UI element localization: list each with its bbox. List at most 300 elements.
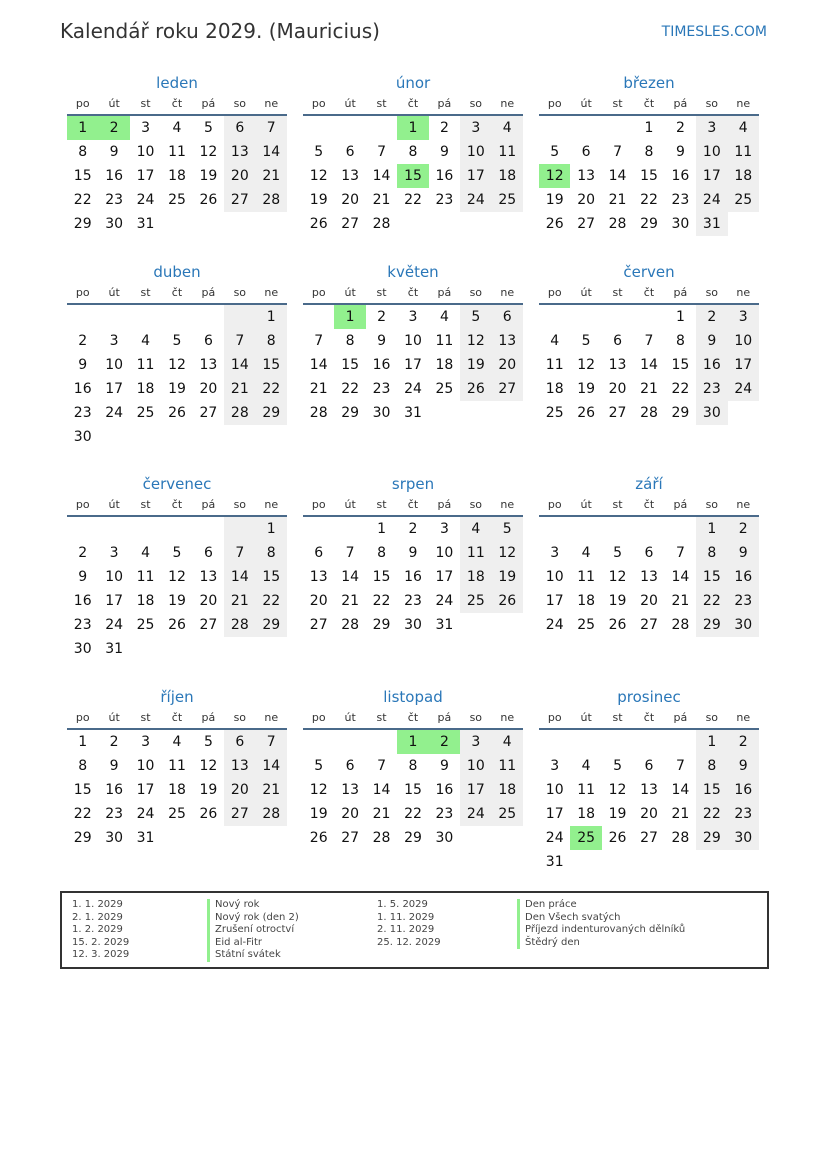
site-link[interactable]: TIMESLES.COM — [661, 24, 767, 40]
weekday-label: st — [612, 286, 623, 299]
day-cell: 5 — [314, 144, 324, 160]
day-cell: 21 — [256, 778, 287, 802]
day-cell: 2 — [728, 517, 759, 541]
empty-day-cell — [539, 305, 570, 329]
month-name: srpen — [391, 475, 435, 493]
weekday-label: ne — [500, 711, 515, 724]
day-cell: 7 — [224, 329, 255, 353]
day-cell: 1 — [256, 517, 287, 541]
day-cell: 31 — [105, 641, 124, 657]
week-row — [539, 329, 759, 353]
day-cell: 3 — [460, 730, 491, 754]
day-cell: 5 — [613, 758, 623, 774]
day-cell: 10 — [435, 545, 454, 561]
day-cell: 26 — [168, 617, 186, 633]
month-name: listopad — [383, 688, 443, 706]
weekday-label: út — [580, 286, 592, 299]
day-cell: 18 — [728, 164, 759, 188]
day-cell: 22 — [256, 589, 287, 613]
day-cell: 30 — [696, 401, 727, 425]
day-cell: 8 — [78, 144, 88, 160]
weekday-label: po — [311, 711, 326, 724]
day-cell: 21 — [341, 593, 360, 609]
day-cell: 12 — [492, 541, 523, 565]
weekday-label: po — [75, 286, 90, 299]
month-name: březen — [623, 74, 675, 92]
week-row — [303, 730, 523, 754]
weekday-label: pá — [673, 97, 688, 110]
day-cell: 29 — [341, 405, 360, 421]
day-cell: 16 — [435, 168, 454, 184]
weekday-label: út — [108, 711, 120, 724]
empty-day-cell — [602, 517, 633, 541]
day-cell: 4 — [728, 116, 759, 140]
day-cell: 13 — [199, 569, 218, 585]
day-cell: 29 — [73, 830, 92, 846]
day-cell: 5 — [172, 333, 182, 349]
day-cell: 16 — [105, 168, 124, 184]
weekday-label: so — [705, 286, 719, 299]
day-cell: 19 — [309, 192, 328, 208]
day-cell: 29 — [73, 216, 92, 232]
day-cell: 20 — [492, 353, 523, 377]
day-cell: 17 — [728, 353, 759, 377]
day-cell: 19 — [199, 168, 218, 184]
day-cell: 20 — [341, 806, 360, 822]
day-cell: 4 — [141, 545, 151, 561]
day-cell: 19 — [608, 593, 627, 609]
day-cell: 14 — [309, 357, 328, 373]
week-row — [539, 754, 759, 778]
day-cell: 25 — [136, 405, 155, 421]
day-cell: 20 — [640, 593, 658, 609]
day-cell: 25 — [168, 806, 186, 822]
day-cell: 25 — [492, 188, 523, 212]
weekday-label: so — [233, 286, 247, 299]
holiday-day-cell: 1 — [334, 305, 365, 329]
weekday-header — [539, 708, 759, 730]
day-cell: 8 — [644, 144, 654, 160]
day-cell: 8 — [696, 754, 727, 778]
day-cell: 2 — [408, 521, 418, 537]
day-cell: 21 — [224, 589, 255, 613]
day-cell: 3 — [439, 521, 449, 537]
day-cell: 2 — [377, 309, 387, 325]
day-cell: 6 — [345, 758, 355, 774]
empty-day-cell — [98, 425, 129, 449]
day-cell: 15 — [256, 353, 287, 377]
day-cell: 9 — [377, 333, 387, 349]
holiday-day-cell: 1 — [67, 116, 98, 140]
day-cell: 14 — [671, 569, 690, 585]
day-cell: 27 — [224, 802, 255, 826]
day-cell: 29 — [256, 401, 287, 425]
day-cell: 23 — [728, 589, 759, 613]
weekday-label: čt — [643, 97, 655, 110]
empty-day-cell — [161, 212, 192, 236]
day-cell: 18 — [577, 806, 596, 822]
empty-day-cell — [397, 212, 428, 236]
day-cell: 9 — [728, 541, 759, 565]
day-cell: 26 — [309, 830, 328, 846]
day-cell: 11 — [136, 569, 155, 585]
day-cell: 28 — [372, 830, 391, 846]
weekday-label: so — [233, 498, 247, 511]
week-row — [539, 188, 759, 212]
day-cell: 26 — [199, 806, 218, 822]
legend-date: 1. 2. 2029 — [72, 924, 123, 935]
day-cell: 16 — [671, 168, 690, 184]
day-cell: 23 — [372, 381, 391, 397]
week-row — [303, 212, 523, 236]
day-cell: 26 — [608, 617, 627, 633]
day-cell: 30 — [105, 830, 124, 846]
day-cell: 15 — [696, 565, 727, 589]
weekday-label: po — [311, 286, 326, 299]
week-row — [539, 730, 759, 754]
week-row — [303, 517, 523, 541]
day-cell: 10 — [404, 333, 422, 349]
holiday-day-cell: 2 — [429, 730, 460, 754]
day-cell: 24 — [105, 405, 124, 421]
day-cell: 17 — [105, 593, 124, 609]
empty-day-cell — [224, 826, 255, 850]
week-row — [539, 850, 759, 874]
day-cell: 9 — [439, 144, 449, 160]
day-cell: 7 — [256, 730, 287, 754]
day-cell: 17 — [460, 778, 491, 802]
week-row — [67, 425, 287, 449]
day-cell: 17 — [696, 164, 727, 188]
day-cell: 16 — [404, 569, 422, 585]
day-cell: 15 — [73, 168, 92, 184]
empty-day-cell — [303, 305, 334, 329]
weekday-label: út — [580, 498, 592, 511]
empty-day-cell — [665, 517, 696, 541]
empty-day-cell — [193, 305, 224, 329]
day-cell: 15 — [372, 569, 391, 585]
weekday-label: ne — [500, 498, 515, 511]
week-row — [303, 353, 523, 377]
day-cell: 29 — [696, 613, 727, 637]
month-name: červen — [623, 263, 675, 281]
empty-day-cell — [130, 517, 161, 541]
day-cell: 24 — [435, 593, 454, 609]
empty-day-cell — [602, 305, 633, 329]
weekday-label: út — [344, 498, 356, 511]
week-row — [67, 305, 287, 329]
day-cell: 14 — [256, 754, 287, 778]
day-cell: 4 — [492, 116, 523, 140]
day-cell: 28 — [671, 617, 690, 633]
week-row — [303, 116, 523, 140]
day-cell: 2 — [439, 120, 449, 136]
day-cell: 16 — [435, 782, 454, 798]
weekday-label: ne — [500, 286, 515, 299]
week-row — [539, 140, 759, 164]
day-cell: 3 — [141, 734, 151, 750]
day-cell: 1 — [644, 120, 654, 136]
weekday-label: so — [705, 97, 719, 110]
day-cell: 12 — [309, 782, 328, 798]
week-row — [67, 589, 287, 613]
day-cell: 8 — [345, 333, 355, 349]
day-cell: 27 — [577, 216, 596, 232]
weekday-label: čt — [407, 498, 419, 511]
empty-day-cell — [303, 730, 334, 754]
day-cell: 15 — [341, 357, 360, 373]
day-cell: 3 — [696, 116, 727, 140]
day-cell: 24 — [545, 617, 564, 633]
day-cell: 30 — [728, 826, 759, 850]
weekday-label: pá — [673, 711, 688, 724]
weekday-label: ne — [264, 498, 279, 511]
day-cell: 13 — [577, 168, 596, 184]
day-cell: 30 — [105, 216, 124, 232]
weekday-header — [303, 94, 523, 116]
week-row — [67, 116, 287, 140]
day-cell: 18 — [136, 381, 155, 397]
day-cell: 11 — [168, 144, 186, 160]
day-cell: 20 — [199, 593, 218, 609]
day-cell: 21 — [256, 164, 287, 188]
empty-day-cell — [161, 425, 192, 449]
day-cell: 19 — [199, 782, 218, 798]
empty-day-cell — [334, 730, 365, 754]
day-cell: 23 — [728, 802, 759, 826]
week-row — [539, 353, 759, 377]
day-cell: 17 — [105, 381, 124, 397]
empty-day-cell — [570, 517, 601, 541]
day-cell: 11 — [577, 782, 596, 798]
weekday-label: pá — [201, 711, 216, 724]
empty-day-cell — [161, 305, 192, 329]
day-cell: 17 — [460, 164, 491, 188]
empty-day-cell — [224, 425, 255, 449]
day-cell: 4 — [141, 333, 151, 349]
day-cell: 4 — [439, 309, 449, 325]
day-cell: 14 — [640, 357, 658, 373]
empty-day-cell — [193, 637, 224, 661]
day-cell: 26 — [545, 216, 564, 232]
week-row — [539, 826, 759, 850]
day-cell: 31 — [545, 854, 564, 870]
holiday-day-cell: 12 — [539, 164, 570, 188]
empty-day-cell — [366, 116, 397, 140]
weekday-label: st — [612, 711, 623, 724]
week-row — [303, 754, 523, 778]
day-cell: 10 — [728, 329, 759, 353]
day-cell: 7 — [377, 144, 387, 160]
holiday-day-cell: 25 — [570, 826, 601, 850]
weekday-label: čt — [171, 711, 183, 724]
legend-date: 1. 11. 2029 — [377, 911, 435, 923]
week-row — [539, 212, 759, 236]
empty-day-cell — [602, 116, 633, 140]
weekday-label: po — [547, 286, 562, 299]
day-cell: 24 — [136, 806, 155, 822]
day-cell: 9 — [675, 144, 685, 160]
day-cell: 6 — [203, 333, 213, 349]
day-cell: 20 — [640, 806, 658, 822]
legend-holiday-name: Eid al-Fitr — [207, 937, 299, 950]
day-cell: 6 — [224, 730, 255, 754]
weekday-label: ne — [264, 286, 279, 299]
day-cell: 13 — [640, 782, 658, 798]
day-cell: 6 — [345, 144, 355, 160]
weekday-label: út — [344, 286, 356, 299]
month-name: prosinec — [617, 688, 681, 706]
day-cell: 23 — [73, 405, 92, 421]
day-cell: 5 — [613, 545, 623, 561]
day-cell: 9 — [696, 329, 727, 353]
day-cell: 1 — [377, 521, 387, 537]
holiday-day-cell: 15 — [397, 164, 428, 188]
day-cell: 30 — [435, 830, 454, 846]
day-cell: 26 — [199, 192, 218, 208]
day-cell: 5 — [550, 144, 560, 160]
month-block — [303, 473, 523, 637]
weekday-label: so — [705, 498, 719, 511]
week-row — [539, 517, 759, 541]
day-cell: 14 — [341, 569, 360, 585]
weekday-label: so — [469, 286, 483, 299]
week-row — [67, 140, 287, 164]
empty-day-cell — [602, 850, 633, 874]
day-cell: 25 — [728, 188, 759, 212]
weekday-label: pá — [437, 498, 452, 511]
empty-day-cell — [224, 305, 255, 329]
empty-day-cell — [460, 826, 491, 850]
day-cell: 31 — [136, 216, 155, 232]
day-cell: 2 — [675, 120, 685, 136]
empty-day-cell — [193, 212, 224, 236]
day-cell: 8 — [256, 329, 287, 353]
day-cell: 3 — [141, 120, 151, 136]
day-cell: 4 — [492, 730, 523, 754]
week-row — [67, 778, 287, 802]
day-cell: 18 — [435, 357, 454, 373]
empty-day-cell — [633, 517, 664, 541]
weekday-label: pá — [201, 97, 216, 110]
month-block — [67, 686, 287, 850]
day-cell: 31 — [435, 617, 454, 633]
day-cell: 5 — [203, 734, 213, 750]
day-cell: 28 — [256, 802, 287, 826]
day-cell: 9 — [109, 144, 119, 160]
day-cell: 20 — [224, 164, 255, 188]
day-cell: 13 — [224, 140, 255, 164]
day-cell: 25 — [136, 617, 155, 633]
day-cell: 11 — [460, 541, 491, 565]
week-row — [67, 565, 287, 589]
legend-holiday-name: Státní svátek — [207, 949, 299, 962]
day-cell: 16 — [73, 593, 92, 609]
day-cell: 12 — [460, 329, 491, 353]
weekday-label: st — [376, 286, 387, 299]
day-cell: 5 — [492, 517, 523, 541]
day-cell: 23 — [404, 593, 422, 609]
day-cell: 25 — [435, 381, 454, 397]
month-block — [67, 473, 287, 661]
day-cell: 19 — [168, 593, 186, 609]
week-row — [303, 140, 523, 164]
day-cell: 12 — [608, 569, 627, 585]
day-cell: 19 — [492, 565, 523, 589]
week-row — [67, 730, 287, 754]
month-block — [67, 261, 287, 449]
empty-day-cell — [728, 401, 759, 425]
empty-day-cell — [602, 730, 633, 754]
day-cell: 4 — [460, 517, 491, 541]
day-cell: 26 — [608, 830, 627, 846]
day-cell: 17 — [435, 569, 454, 585]
day-cell: 2 — [696, 305, 727, 329]
day-cell: 20 — [608, 381, 627, 397]
weekday-label: ne — [736, 498, 751, 511]
empty-day-cell — [366, 730, 397, 754]
week-row — [67, 802, 287, 826]
day-cell: 7 — [613, 144, 623, 160]
day-cell: 14 — [372, 782, 391, 798]
month-name: květen — [387, 263, 439, 281]
weekday-header — [67, 283, 287, 305]
day-cell: 28 — [640, 405, 658, 421]
day-cell: 29 — [671, 405, 690, 421]
day-cell: 26 — [492, 589, 523, 613]
empty-day-cell — [665, 850, 696, 874]
day-cell: 7 — [256, 116, 287, 140]
day-cell: 13 — [199, 357, 218, 373]
day-cell: 27 — [224, 188, 255, 212]
empty-day-cell — [492, 613, 523, 637]
day-cell: 11 — [435, 333, 454, 349]
weekday-label: út — [344, 711, 356, 724]
day-cell: 10 — [460, 754, 491, 778]
month-name: červenec — [142, 475, 212, 493]
day-cell: 11 — [492, 754, 523, 778]
day-cell: 6 — [644, 545, 654, 561]
day-cell: 20 — [577, 192, 596, 208]
legend-holiday-name: Den Všech svatých — [517, 912, 685, 925]
day-cell: 22 — [696, 802, 727, 826]
day-cell: 10 — [105, 569, 124, 585]
week-row — [303, 377, 523, 401]
weekday-label: st — [612, 97, 623, 110]
day-cell: 17 — [545, 593, 564, 609]
day-cell: 18 — [577, 593, 596, 609]
empty-day-cell — [67, 517, 98, 541]
week-row — [67, 754, 287, 778]
empty-day-cell — [460, 212, 491, 236]
weekday-label: po — [311, 498, 326, 511]
week-row — [539, 377, 759, 401]
day-cell: 1 — [675, 309, 685, 325]
day-cell: 23 — [696, 377, 727, 401]
day-cell: 10 — [136, 758, 155, 774]
empty-day-cell — [256, 637, 287, 661]
weekday-header — [539, 283, 759, 305]
day-cell: 1 — [696, 517, 727, 541]
week-row — [303, 589, 523, 613]
month-block — [303, 686, 523, 850]
day-cell: 18 — [492, 778, 523, 802]
day-cell: 29 — [696, 826, 727, 850]
weekday-label: st — [140, 711, 151, 724]
day-cell: 13 — [492, 329, 523, 353]
day-cell: 8 — [675, 333, 685, 349]
day-cell: 12 — [199, 144, 218, 160]
